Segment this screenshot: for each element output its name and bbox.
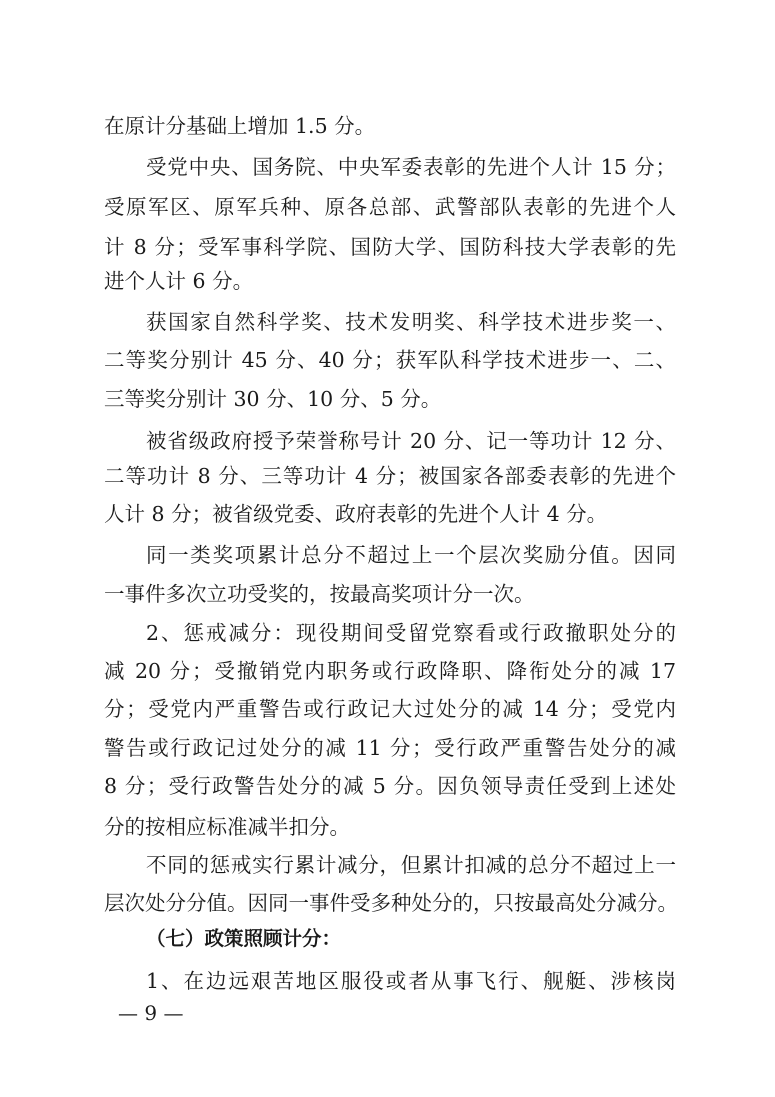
text-line: 人计 8 分；被省级党委、政府表彰的先进个人计 4 分。: [104, 502, 608, 526]
text-line: 计 8 分；受军事科学院、国防大学、国防科技大学表彰的先: [104, 235, 676, 259]
text-line: 受党中央、国务院、中央军委表彰的先进个人计 15 分；: [146, 155, 676, 179]
text-line: 进个人计 6 分。: [104, 269, 254, 293]
text-line: 1、在边远艰苦地区服役或者从事飞行、舰艇、涉核岗: [146, 969, 676, 993]
text-line: 分；受党内严重警告或行政记大过处分的减 14 分；受党内: [104, 697, 676, 721]
text-line: 减 20 分；受撤销党内职务或行政降职、降衔处分的减 17: [104, 659, 676, 683]
text-line: 一事件多次立功受奖的，按最高奖项计分一次。: [104, 582, 535, 606]
text-line: 二等功计 8 分、三等功计 4 分；被国家各部委表彰的先进个: [104, 464, 676, 488]
text-line: 受原军区、原军兵种、原各总部、武警部队表彰的先进个人: [104, 195, 676, 219]
page-number: — 9 —: [118, 1001, 184, 1025]
text-line: 分的按相应标准减半扣分。: [104, 815, 350, 839]
text-line: 同一类奖项累计总分不超过上一个层次奖励分值。因同: [146, 543, 676, 567]
text-line: 不同的惩戒实行累计减分，但累计扣减的总分不超过上一: [146, 853, 676, 877]
text-line: 二等奖分别计 45 分、40 分；获军队科学技术进步一、二、: [104, 348, 676, 372]
text-line: 获国家自然科学奖、技术发明奖、科学技术进步奖一、: [146, 310, 676, 334]
section-heading: （七）政策照顾计分：: [146, 927, 342, 950]
text-line: 被省级政府授予荣誉称号计 20 分、记一等功计 12 分、: [146, 429, 676, 453]
text-line: 8 分；受行政警告处分的减 5 分。因负领导责任受到上述处: [104, 774, 676, 798]
text-line: 在原计分基础上增加 1.5 分。: [104, 114, 376, 138]
text-line: 层次处分分值。因同一事件受多种处分的，只按最高处分减分。: [104, 891, 678, 915]
text-line: 2、惩戒减分：现役期间受留党察看或行政撤职处分的: [146, 621, 676, 645]
text-line: 警告或行政记过处分的减 11 分；受行政严重警告处分的减: [104, 736, 676, 760]
text-line: 三等奖分别计 30 分、10 分、5 分。: [104, 387, 442, 411]
